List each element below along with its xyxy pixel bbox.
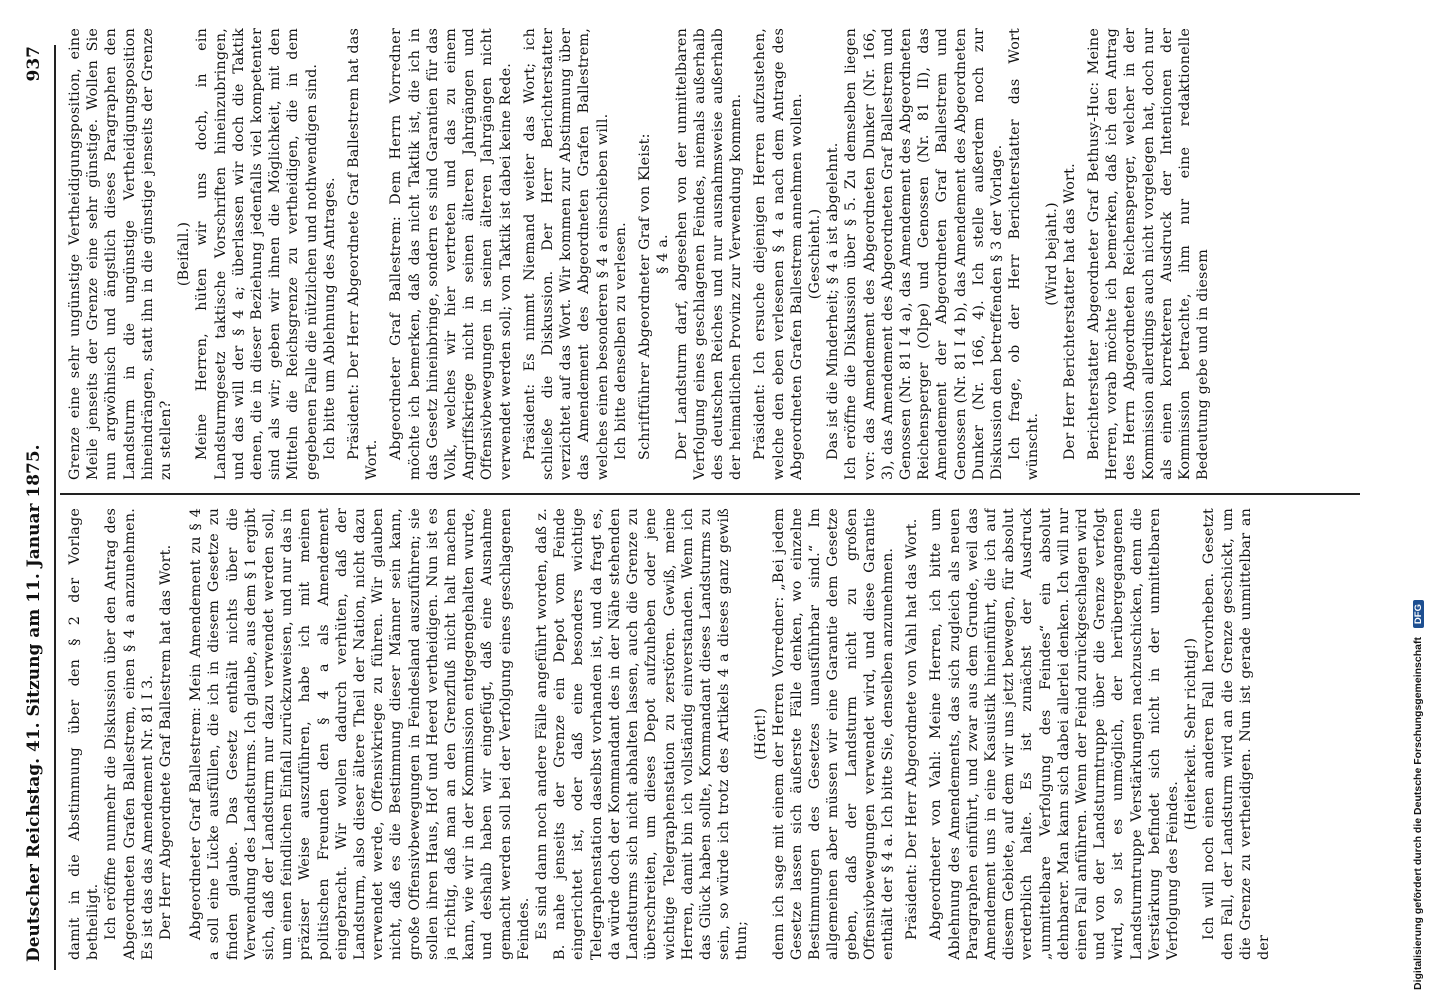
text-paragraph: Der Landsturm darf, abgesehen von der unmittelbaren Verfolgung eines geschlagenen Feindes, niemals außerhalb des deutschen Reiches und nur ausnahmsweise außerhalb der heimatlichen Provinz zur Verwendung kommen. <box>673 28 745 480</box>
interjection-line: (Geschieht.) <box>806 208 823 300</box>
column-divider <box>60 493 1360 495</box>
text-paragraph: Meine Herren, hüten wir uns doch, in ein Landsturmgesetz taktische Vorschriften hineinzubringen, und das will der § 4 a; überlassen wir doch die Taktik denen, die in dieser Beziehung jedenfalls viel kompetenter sind als wir; geben wir ihnen die Möglichkeit, mit den Mitteln die Reichsgrenze zu vertheidigen, die in dem gegebenen Falle die nützlichen und nothwendigen sind. <box>194 28 320 480</box>
header-rule <box>54 45 56 970</box>
text-paragraph: Ich eröffne nunmehr die Diskussion über den Antrag des Abgeordneten Grafen Ballestrem, einen § 4 a anzunehmen. Es ist das das Amendement Nr. 81 I 3. <box>103 508 156 960</box>
right-text-column <box>66 28 1366 480</box>
text-paragraph: Abgeordneter von Vahl: Meine Herren, ich bitte um Ablehnung des Amendements, das sich zugleich als neuen Paragraphen einführt, und zwar aus dem Grunde, weil das Amendement uns in eine Kasuistik hineinführt, die ich auf diesem Gebiete, auf dem wir uns jetzt bewegen, für absolut verderblich halte. Es ist zunächst der Ausdruck „unmittelbare Verfolgung des Feindes“ ein absolut dehnbarer. Man kann sich dabei allerlei denken. Ich will nur einen Fall anführen. Wenn der Feind zurückgeschlagen wird und von der Landsturmtruppe über die Grenze verfolgt wird, so ist es unmöglich, der herübergegangenen Landsturmtruppe Verstärkungen nachzuschicken, denn die Verstärkung befindet sich nicht in der unmittelbaren Verfolgung des Feindes. <box>928 508 1181 960</box>
text-paragraph: Abgeordneter Graf Ballestrem: Mein Amendement zu § 4 a soll eine Lücke ausfüllen, die ich in diesem Gesetze zu finden glaube. Das Gesetz enthält nichts über die Verwendung des Landsturms. Ich glaube, aus dem § 1 ergibt sich, daß der Landsturm nur dazu verwendet werden soll, um einen feindlichen Einfall zurückzuweisen, und nur das in präziser Weise auszuführen, habe ich mit meinen politischen Freunden den § 4 a als Amendement eingebracht. Wir wollen dadurch verhüten, daß der Landsturm, also dieser ältere Theil der Nation, nicht dazu verwendet werde, Offensivkriege zu führen. Wir glauben nicht, daß es die Bestimmung dieser Männer sein kann, große Offensivbewegungen in Feindesland auszuführen; sie sollen ihren Haus, Hof und Heerd vertheidigen. Nun ist es ja richtig, daß man an den Grenzfluß nicht halt machen kann, wie wir in der Kommission entgegengehalten wurde, und deshalb haben wir eingefügt, daß eine Ausnahme gemacht werden soll bei der Verfolgung eines geschlagenen Feindes. <box>188 508 532 960</box>
interjection-line: (Hört!) <box>752 708 769 760</box>
paragraph-spacer <box>175 508 187 960</box>
digitization-credit <box>1412 10 1428 990</box>
page-number: 937 <box>24 46 44 82</box>
left-text-column <box>66 508 1366 960</box>
text-paragraph: Der Herr Berichterstatter hat das Wort. <box>1061 163 1078 460</box>
text-paragraph: denn ich sage mit einem der Herren Vorredner: „Bei jedem Gesetze lassen sich äußerste Fälle denken, wo einzelne Bestimmungen des Gesetzes unausführbar sind.“ Im allgemeinen aber müssen wir eine Garantie dem Gesetze geben, daß der Landsturm nicht zu großen Offensivbewegungen verwendet wird, und diese Garantie enthält der § 4 a. Ich bitte Sie, denselben anzunehmen. <box>770 508 896 960</box>
text-paragraph: Berichterstatter Abgeordneter Graf Bethusy-Huc: Meine Herren, vorab möchte ich bemerken, daß ich den Antrag des Herrn Abgeordneten Reichensperger, welcher in der Kommission allerdings auch nicht vorgelegen hat, doch nur als einen korrekteren Ausdruck der Intentionen der Kommission betrachte, ihm nur eine redaktionelle Bedeutung gebe und in diesem <box>1085 28 1212 480</box>
text-paragraph: Ich eröffne die Diskussion über § 5. Zu demselben liegen vor: das Amendement des Abgeordneten Dunker (Nr. 166, 3), das Amendement des Abgeordneten Graf Ballestrem und Genossen (Nr. 81 I 4 a), das Amendement des Abgeordneten Reichensperger (Olpe) und Genossen (Nr. 81 II), das Amendement der Abgeordneten Graf Ballestrem und Genossen (Nr. 81 I 4 b), das Amendement des Abgeordneten Dunker (Nr. 166, 4). Ich stelle außerdem noch zur Diskussion den betreffenden § 3 der Vorlage. <box>843 28 1005 480</box>
text-paragraph: Grenze eine sehr ungünstige Vertheidigungsposition, eine Meile jenseits der Grenze eine sehr günstige. Wollen Sie nun argwöhnisch und ängstlich dieses Paragraphen den Landsturm in die ungünstige Vertheidigungsposition hineindrängen, statt ihn in die günstige jenseits der Grenze zu stellen? <box>67 28 175 480</box>
text-paragraph: Präsident: Der Herr Abgeordnete von Vahl hat das Wort. <box>904 518 921 940</box>
running-header <box>18 40 54 970</box>
dfg-logo: DFG <box>1413 600 1424 628</box>
interjection-line: § 4 a. <box>655 234 672 274</box>
text-paragraph: Abgeordneter Graf Ballestrem: Dem Herrn Vorredner möchte ich bemerken, daß das nicht Taktik ist, die ich in das Gesetz hineinbringe, sondern es sind Garantien für das Volk, welches wir hier vertreten und das zu einem Angriffskriege nicht in seinen älteren Jahrgängen und Offensivbewegungen in seinen älteren Jahrgängen nicht verwendet werden soll; von Taktik ist dabei keine Rede. <box>388 28 514 480</box>
text-paragraph: Ich bitte um Ablehnung des Antrages. <box>321 177 338 460</box>
text-paragraph: damit in die Abstimmung über den § 2 der Vorlage betheiligt. <box>67 508 102 960</box>
text-paragraph: Präsident: Ich ersuche diejenigen Herren aufzustehen, welche den eben verlesenen § 4 a nach dem Antrage des Abgeordneten Grafen Ballestrem annehmen wollen. <box>752 28 805 480</box>
text-paragraph: Ich bitte denselben zu verlesen. <box>612 222 629 460</box>
text-paragraph: Das ist die Minderheit; § 4 a ist abgelehnt. <box>825 142 842 460</box>
text-paragraph: Präsident: Der Herr Abgeordnete Graf Ballestrem hat das Wort. <box>346 28 381 480</box>
interjection-line: (Beifall.) <box>176 221 193 287</box>
interjection-line: (Wird bejaht.) <box>1043 202 1060 306</box>
text-paragraph: Der Herr Abgeordnete Graf Ballestrem hat das Wort. <box>158 544 175 940</box>
credit-text: Digitalisierung gefördert durch die Deutsche Forschungsgemeinschaft <box>1412 637 1424 990</box>
text-paragraph: Präsident: Es nimmt Niemand weiter das Wort; ich schließe die Diskussion. Der Herr Berichterstatter verzichtet auf das Wort. Wir kommen zur Abstimmung über das Amendement des Abgeordneten Grafen Ballestrem, welches einen besonderen § 4 a einschieben will. <box>521 28 611 480</box>
text-paragraph: Es sind dann noch andere Fälle angeführt worden, daß z. B. nahe jenseits der Grenze ein Depot vom Feinde eingerichtet ist, oder daß eine besonders wichtige Telegraphenstation daselbst vorhanden ist, und da fragt es, da würde doch der Kommandant des in der Nähe stehenden Landsturms sich nicht abhalten lassen, auch die Grenze zu überschreiten, um dieses Depot aufzuheben oder jene wichtige Telegraphenstation zu zerstören. Gewiß, meine Herren, damit bin ich vollständig einverstanden. Wenn ich das Glück haben sollte, Kommandant dieses Landsturms zu sein, so würde ich trotz des Artikels 4 a dieses ganz gewiß thun; <box>534 508 751 960</box>
text-paragraph: Schriftführer Abgeordneter Graf von Kleist: <box>637 133 654 460</box>
interjection-line: (Heiterkeit. Sehr richtig!) <box>1183 637 1200 831</box>
header-title: Deutscher Reichstag. 41. Sitzung am 11. Januar 1875. <box>24 444 44 962</box>
text-paragraph: Ich will noch einen anderen Fall hervorheben. Gesetzt den Fall, der Landsturm wird an die Grenze geschickt, um die Grenze zu vertheidigen. Nun ist gerade unmittelbar an der <box>1201 508 1272 960</box>
text-paragraph: Ich frage, ob der Herr Berichterstatter das Wort wünscht. <box>1007 28 1042 480</box>
